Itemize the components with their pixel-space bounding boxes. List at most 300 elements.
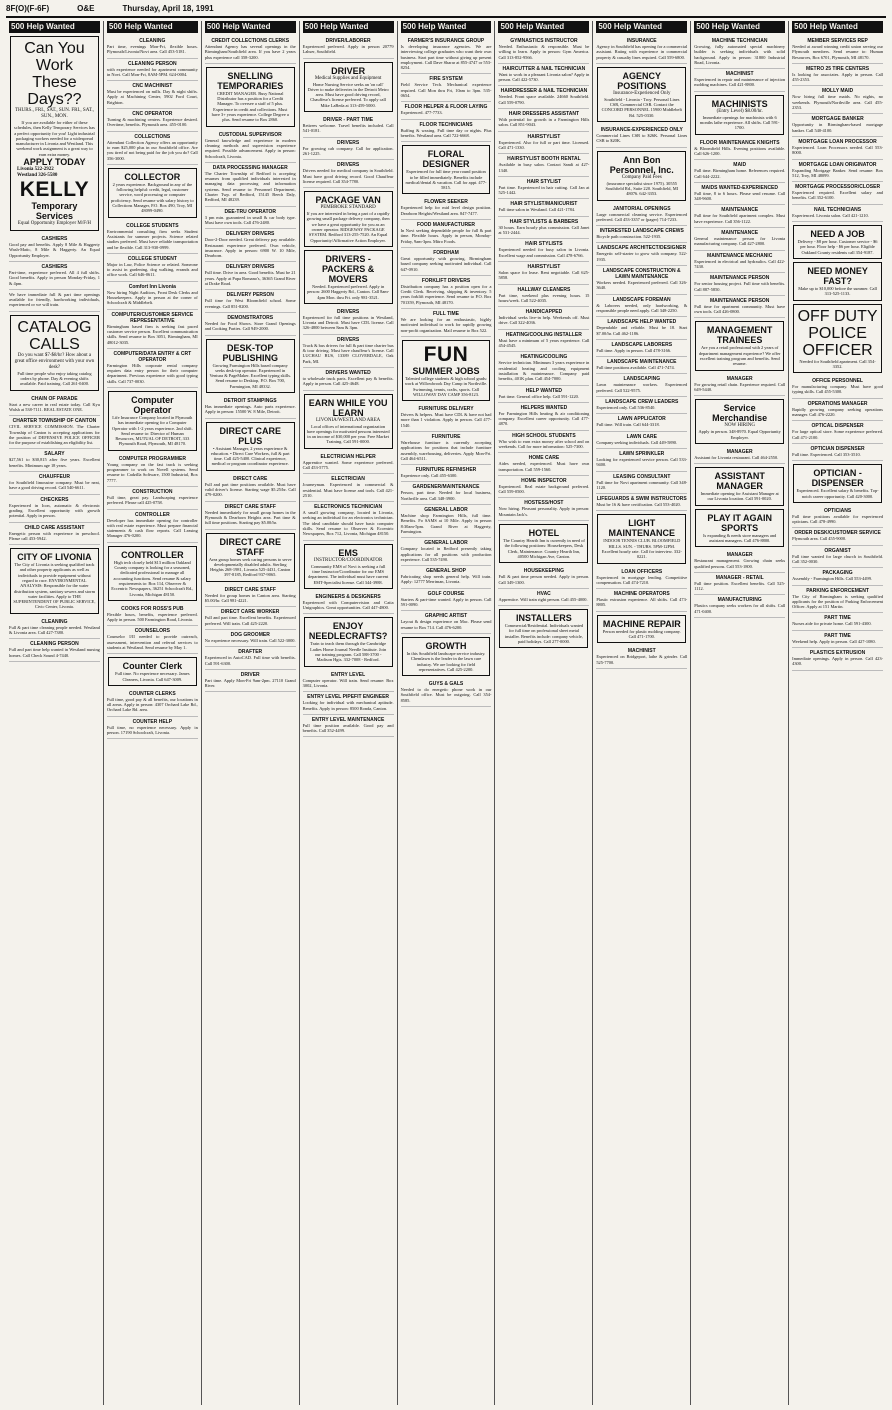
ad-body: Door-2-Door needed. Great delivery pay available. Restaurant experience preferred. Own vehicle, insurance. Apply in person: 6900 W. 10 Mile, Dearborn. xyxy=(204,237,296,259)
display-ad xyxy=(499,609,588,648)
classified-ad xyxy=(205,474,296,502)
ad-body: Energetic self-starter to grow with company. 522-1935. xyxy=(596,251,688,262)
ad-body: Home Nursing Service seeks an 'on call' Driver to make deliveries in the Detroit Metro area. Must have good driving record, Chauffeur's license preferred. To apply call Mike LaBeda at 313-459-5000. xyxy=(307,81,389,108)
ad-body: Part time. Apply Mon-Fri 9am-2pm. 27110 Grand River. xyxy=(204,677,296,689)
display-ad xyxy=(695,467,784,506)
column-heading: 500 Help Wanted xyxy=(498,21,589,33)
classified-ad xyxy=(596,589,687,612)
ad-title: HAIRDRESSER & NAIL TECHNICIAN xyxy=(500,88,588,95)
ad-body: for Southfield limousine company. Must be neat, have a good driving record. Call 540-6611. xyxy=(9,480,100,491)
classified-ad xyxy=(401,432,492,465)
ad-title: FOOD MANUFACTURER xyxy=(416,222,476,229)
classified-ad xyxy=(9,617,100,640)
ad-body: The Country Hearth Inn is currently in need of the following positions: Housekeepers, Desk Clerk, Maintenance. Country Hearth Inn, 40500 Michigan Ave, Canton. xyxy=(502,538,585,559)
classified-ad xyxy=(694,205,785,228)
classified-ad xyxy=(596,226,687,243)
ad-title: COUNTER CLERKS xyxy=(129,690,176,697)
ad-body: Full time. Birmingham home. References required. Call 644-2222. xyxy=(694,168,786,179)
ad-body: Field Service Tech. Mechanical experience required. Call Mon thru Fri, 10am to 3pm. 535-0654. xyxy=(400,82,492,99)
ad-title: ELECTRICIAN xyxy=(331,476,365,483)
ad-call-to-action: APPLY TODAY xyxy=(23,157,86,168)
classified-ad xyxy=(9,262,100,290)
ad-body: Has immediate openings. Auto parts experience. Apply in person: 15500 W. 8 Mile, Detroit. xyxy=(204,403,296,415)
classified-ad xyxy=(205,502,296,530)
classified-ad xyxy=(498,109,589,132)
ad-title: ENTRY LEVEL MAINTENANCE xyxy=(311,716,385,723)
ad-body: (insurance specialist since 1975). 30555 Southfield Rd., Suite 220. Southfield, MI 48076. 642-3353. xyxy=(605,180,679,197)
classified-ad xyxy=(401,74,492,102)
display-ad xyxy=(206,339,295,393)
classified-ad xyxy=(9,394,100,417)
ad-body: Service technician. Minimum 3 years experience in residential heating and cooling equipment installation & maintenance. Company paid benefits, 401K plan. Call 454-7000. xyxy=(498,360,590,382)
ad-body: Local offices of international organization have openings for motivated persons interested in an income of $30,000 per year. Free Market Training. Call 591-0000. xyxy=(306,423,390,445)
ad-body: Needed. Experienced preferred. Apply in person: 2600 Haggerty Rd., Canton. Call 8am-4pm Mon. thru Fri. only 981-3521. xyxy=(307,283,390,300)
company-logo: KELLY xyxy=(19,178,90,202)
ad-title: HANDICAPPED xyxy=(525,309,563,316)
classified-ad xyxy=(303,160,394,188)
ad-title: GENERAL LABOR xyxy=(424,540,468,547)
classified-ad xyxy=(303,36,394,59)
display-ad xyxy=(695,95,784,135)
ad-body: Experienced only. Call 536-8540. xyxy=(596,405,656,411)
classified-ad xyxy=(596,397,687,414)
ad-body: For Farmington Hills heating & air conditioning company. Excellent career opportunity. Call 477-4870. xyxy=(498,410,590,427)
company-logo: Services xyxy=(35,211,73,222)
ad-title: DRIVERS WANTED xyxy=(325,369,371,376)
ad-headline: AGENCY POSITIONS xyxy=(617,70,667,91)
classified-column xyxy=(592,21,690,1405)
ad-title: MACHINIST xyxy=(627,648,656,655)
ad-subhead: NOW HIRING xyxy=(724,423,755,429)
classified-ad xyxy=(792,64,883,87)
ad-body: Growing, fully automated special machinery builder is seeking individuals with solid background. Apply in person: 31800 Industrial Road, Livonia. xyxy=(694,44,786,65)
ad-body: 30 hours. Earn hourly plus commission. Call Janet at 531-2444. xyxy=(498,224,590,236)
page-number: 8F(O)(F-6F) xyxy=(6,4,50,13)
ad-body: Dependable and reliable. Must be 18. Start $7.00/hr. Call 462-1186. xyxy=(596,325,688,336)
ad-title: FORKLIFT DRIVERS xyxy=(421,277,471,284)
column-heading: 500 Help Wanted xyxy=(303,21,394,33)
classified-ad xyxy=(596,340,687,357)
classified-ad xyxy=(694,595,785,618)
classified-ad xyxy=(205,207,296,230)
ad-headline: Service Merchandise xyxy=(712,403,768,424)
ad-body: Needed to do energetic phone work in our Southfield office. Must be outgoing. Call 354-8585. xyxy=(400,687,492,703)
classified-ad xyxy=(792,648,883,671)
ad-body: Full time people who enjoy taking catalog orders by phone. Day & evening shifts available. Paid training. Call 261-0400. xyxy=(17,370,92,387)
ad-body: Immediate openings. Apply in person. Call 423-4300. xyxy=(792,656,884,667)
ad-title: GYMNASTICS INSTRUCTOR xyxy=(510,38,578,44)
ad-title: MEMBER SERVICES REP xyxy=(807,38,868,44)
classified-ad xyxy=(205,313,296,336)
display-ad xyxy=(793,262,882,301)
ad-body: Computer operator. Will train. Send resume: Box 3002, Livonia. xyxy=(302,677,394,688)
ad-title: FURNITURE xyxy=(431,433,461,440)
display-ad xyxy=(304,250,393,304)
classified-ad xyxy=(401,276,492,309)
ad-title: CUSTODIAL SUPERVISOR xyxy=(218,131,282,138)
ad-body: Weekend help. Apply in person. Call 427-1080. xyxy=(792,638,876,644)
ad-title: MAIDS WANTED-EXPERIENCED xyxy=(701,184,779,191)
ad-body: Assembly - Farmington Hills. Call 553-4499. xyxy=(792,576,873,582)
ad-title: OPTICAL DISPENSER xyxy=(811,423,864,430)
ad-body: Experienced in AutoCAD. Full time with benefits. Call 591-6300. xyxy=(204,655,296,666)
display-ad xyxy=(597,514,686,563)
ad-title: ENTRY LEVEL xyxy=(331,671,366,678)
ad-title: MAINTENANCE xyxy=(721,207,759,214)
ad-body: Good pay and benefits. Apply 8 Mile & Haggerty Wash-Matic, 8 Mile & Haggerty. An Equal Opportunity Employer. xyxy=(9,242,100,258)
display-ad xyxy=(304,62,393,112)
ad-body: Full time, 8 to 6 hours. Please send resume. Call 348-9600. xyxy=(694,190,786,202)
classified-ad xyxy=(401,566,492,589)
ad-title: COOKS FOR ROSS'S PUB xyxy=(121,605,184,612)
ad-title: OPTICIAN DISPENSER xyxy=(810,445,865,452)
ad-title: HOME CARE xyxy=(528,455,560,462)
ad-body: A small growing company, located in Livonia, seeking an individual for an electronics technician. The ideal candidate should have basic computer skills. Send resume to Observer & Eccentric Newspapers, Box 712, Livonia, Michigan 48150. xyxy=(302,510,394,537)
ad-body: Needed for Food Shows. Store Grand Openings and Cooking Parties. Call 949-2000. xyxy=(204,320,296,332)
classified-ad xyxy=(107,81,198,109)
display-ad xyxy=(597,67,686,122)
ad-title: CLEANING PERSON xyxy=(128,60,177,67)
display-ad xyxy=(304,191,393,247)
classified-ad xyxy=(303,307,394,335)
ad-body: Are you a retail professional with 2 years of department management experience? We offer excellent training program and benefits. Send resume. xyxy=(698,345,781,367)
ad-subhead: INSTRUCTOR/COORDINATOR xyxy=(313,557,383,563)
ad-title: COLLEGE STUDENT xyxy=(127,255,177,262)
classified-ad xyxy=(9,523,100,546)
ad-body: Company seeking individuals. Call 449-5890. xyxy=(596,439,678,445)
classified-ad xyxy=(498,199,589,216)
ad-body: Part time, evenings Mon-Fri, flexible hours. Plymouth/Livonia/Novi area. Call 453-5181. xyxy=(106,44,198,55)
ad-title: CHECKERS xyxy=(40,496,69,503)
classified-column xyxy=(201,21,299,1405)
classified-ad xyxy=(107,221,198,254)
classified-ad xyxy=(498,403,589,431)
classified-ad xyxy=(205,130,296,163)
ad-title: MANAGER xyxy=(726,448,753,455)
ad-body: Full time positions available for experienced opticians. Call 478-4990. xyxy=(792,513,884,525)
classified-ad xyxy=(596,374,687,397)
ad-body: Talented college students & high school grads: work at Willowbrook Day Camp in Northville. Swimming, tennis, crafts, sports. Call WILLOWAY DAY CAMP 356-8123. xyxy=(404,375,488,397)
ad-body: Full time salon in Westland. Call 421-1784. xyxy=(498,207,576,213)
ad-body: Full and part time help wanted in Westland nursing homes. Call Check Sound 4-7440. xyxy=(9,647,100,658)
ad-title: FLOOR MAINTENANCE KNIGHTS xyxy=(699,139,780,146)
classified-ad xyxy=(498,177,589,200)
ad-title: COUNTER HELP xyxy=(132,718,173,725)
ad-body: Area group homes seek caring persons to serve developmentally disabled adults. Sterling Heights 268-1981, Livonia 525-4431, Canton 397-8185, Redford 937-9065. xyxy=(208,556,292,578)
ad-body: Great opportunity with growing, Birmingham based company seeking motivated individual. Call 647-0910. xyxy=(400,255,492,272)
classified-ad xyxy=(792,36,883,64)
ad-body: If you are available for either of these schedules, then Kelly Temporary Services has a perfect opportunity for you! Light industrial packaging workers needed for a widespread manufacturer in Livonia and Westland. This weekend work assignment is a great way to earn extra money. xyxy=(14,120,95,157)
ad-title: MANAGER xyxy=(726,375,753,382)
ad-body: Drivers needed for medical company in Southfield. Must have good driving record. Good Chauffeur license required. Call 354-7780. xyxy=(302,168,394,184)
ad-body: Commercial Lines CSR to $26K. Personal Lines CSR to $20K. xyxy=(596,133,688,144)
ad-title: HIGH SCHOOL STUDENTS xyxy=(512,432,576,439)
classified-ad xyxy=(401,197,492,220)
ad-body: For large optical store. Some experience preferred. Call 471-2100. xyxy=(792,429,884,440)
classified-ad xyxy=(792,86,883,114)
ad-body: In Novi seeking dependable people for full & part time. Flexible hours. Apply in person, Monday-Friday, 9am-3pm. Mitro Foods. xyxy=(400,228,492,244)
ad-body: Needed at award winning credit union serving our Plymouth members. Send resume to: Human Resources, Box 6701, Plymouth, MI 48170. xyxy=(792,44,884,60)
ad-title: DRIVER/LABORER xyxy=(325,38,371,44)
ad-title: GENERAL SHOP xyxy=(426,568,466,575)
display-ad xyxy=(597,151,686,201)
ad-title: LIFEGUARDS & SWIM INSTRUCTORS xyxy=(596,496,687,503)
ad-subhead: Insurance-Experienced Only xyxy=(613,90,671,96)
column-heading: 500 Help Wanted xyxy=(596,21,687,33)
classified-ad xyxy=(401,120,492,143)
ad-body: For growing retail chain. Experience required. Call 649-5440. xyxy=(694,381,786,392)
classified-ad xyxy=(9,472,100,495)
classified-ad xyxy=(107,349,198,388)
ad-title: PARKING ENFORCEMENT xyxy=(806,587,869,594)
ad-title: CLEANING xyxy=(41,618,68,625)
ad-title: HALLWAY CLEANERS xyxy=(517,286,571,293)
classified-ad xyxy=(303,474,394,502)
ad-body: High tech closely held $13 million Oakland County company is looking for a seasoned, dedicated professional to manage all accounting functions. Send resume & salary requirements to: Box 114, Observer & Eccentric Newspapers, 36251 Schoolcraft Rd., Livonia, Michigan 48150. xyxy=(111,559,194,597)
classified-ad xyxy=(694,183,785,206)
ad-title: HELP WANTED xyxy=(525,387,563,394)
display-ad xyxy=(10,36,99,231)
ad-body: Attendant Agency has several openings in the Birmingham/Southfield area. If you have 2 years plus experience call 358-3200. xyxy=(204,44,296,60)
ad-title: MORTGAGE BANKER xyxy=(811,116,864,123)
ad-body: Distribution company has a position open for a Credit Clerk. Receiving, shipping & inventory. 5 years forklift experience. Send resume to P.O. Box 701359, Plymouth, MI 48170. xyxy=(400,283,492,305)
column-heading: 500 Help Wanted xyxy=(401,21,492,33)
ad-headline: OPTICIAN - DISPENSER xyxy=(811,468,864,489)
ad-body: Person needed for plastic molding company. Call 471-1700. xyxy=(602,628,681,640)
display-ad xyxy=(695,509,784,548)
ad-body: Part time. Experienced in hair cutting. Call Jan at 525-1442. xyxy=(498,184,590,196)
classified-ad xyxy=(107,689,198,717)
ad-body: Make up to $10,000 before the summer. Call 313-525-1133. xyxy=(798,285,877,297)
classified-ad xyxy=(596,414,687,431)
ad-headline: Ann Bon Personnel, Inc. xyxy=(609,154,674,175)
classified-column xyxy=(299,21,397,1405)
classified-ad xyxy=(792,399,883,422)
ad-subhead: THURS., FRI., SAT., SUN. FRI., SAT., SUN., MON. xyxy=(14,108,94,119)
ad-body: Restaurant management. Growing chain seeks qualified persons. Call 553-1800. xyxy=(694,558,786,569)
classified-ad xyxy=(694,374,785,397)
classified-column xyxy=(690,21,788,1405)
classified-column xyxy=(397,21,495,1405)
ad-title: DRIVERS xyxy=(337,162,360,169)
ad-body: Start a new career in real estate today. Call Kyu Walsh at 538-7111. REAL ESTATE ONE. xyxy=(9,401,100,412)
ad-body: Experienced on Bridgeport, lathe & grinder. Call 525-7700. xyxy=(596,654,688,665)
classified-ad xyxy=(498,386,589,403)
ad-body: Experienced. Livonia salon. Call 421-1210. xyxy=(792,212,869,218)
ad-body: Experienced in electrical and hydraulics. Call 422-7430. xyxy=(694,258,786,269)
ad-body: Journeyman. Experienced in commercial & residential. Must have license and tools. Call 421-2510. xyxy=(302,482,394,498)
classified-ad xyxy=(9,290,100,312)
ad-title: OPERATIONS MANAGER xyxy=(807,400,868,407)
ad-body: Now hiring. Pleasant personality. Apply in person: Mountain Jack's. xyxy=(498,506,590,517)
ad-headline: SNELLING TEMPORARIES xyxy=(217,70,284,91)
ad-body: In this Southfield landscape service industry. Chemlawn is the leader in the lawn care industry. We are looking for field representatives. Call 425-2200. xyxy=(406,650,486,672)
ad-body: Apprentice wanted. Some experience preferred. Call 453-5775. xyxy=(302,459,394,470)
ad-body: $27,561 to $30,815 after five years. Excellent benefits. Minimum age 18 years. xyxy=(9,457,100,468)
display-ad xyxy=(10,315,99,391)
classified-ad xyxy=(303,368,394,391)
ad-title: COMPUTER/CUSTOMER SERVICE REPRESENTATIVE xyxy=(111,311,194,324)
ad-body: & Bloomfield Hills. Evening positions available. Call 626-1200. xyxy=(694,145,786,156)
ad-title: CLEANING PERSON xyxy=(30,641,79,648)
ad-title: DRIVER - PART TIME xyxy=(323,117,374,124)
ad-title: HAIR STYLIST/MANICURIST xyxy=(510,201,578,208)
column-heading: 500 Help Wanted xyxy=(9,21,100,33)
classified-ad xyxy=(303,715,394,738)
classified-ad xyxy=(401,505,492,538)
classified-ad xyxy=(401,404,492,432)
display-ad xyxy=(695,399,784,444)
display-ad xyxy=(793,464,882,503)
ad-title: MANAGER - RETAIL xyxy=(715,574,764,581)
ad-title: MANAGER xyxy=(726,552,753,559)
ad-subhead: PEMBROKE STANDARD xyxy=(320,205,376,211)
ad-body: Full time wanted for large church in Southfield. Call 352-0030. xyxy=(792,553,884,564)
ad-title: ELECTRICIAN HELPER xyxy=(320,453,376,460)
ad-body: With potential for growth in a Farmington Hills salon. Call 851-9043. xyxy=(498,117,590,128)
ad-body: Major in Law, Police Science or related. Someone to assist in gardening, dog walking, errands and office work. Call 646-0611. xyxy=(106,261,198,278)
ad-body: Plymouth area. Call 455-9000. xyxy=(792,536,847,542)
classified-ad xyxy=(303,452,394,475)
ad-body: Individual seeks live-in help. Weekends off. Must drive. Call 322-4036. xyxy=(498,315,590,326)
ad-headline: CITY OF LIVONIA xyxy=(17,552,92,563)
ad-headline: PACKAGE VAN xyxy=(315,195,381,206)
ad-body: Full time, no experience necessary. Apply in person. 17190 Schoolcraft, Livonia. xyxy=(106,724,198,736)
ad-title: COLLECTIONS xyxy=(134,133,171,140)
ad-title: MACHINE OPERATORS xyxy=(613,591,670,598)
ad-body: Full time position. Excellent benefits. Call 525-1112. xyxy=(694,580,786,592)
classified-ad xyxy=(792,506,883,529)
classified-ad xyxy=(107,282,198,310)
ad-title: HAIRSTYLIST xyxy=(527,263,561,270)
ad-title: LANDSCAPING xyxy=(623,376,661,383)
classified-ad xyxy=(205,647,296,670)
classified-ad xyxy=(694,36,785,69)
ad-title: CASHIERS xyxy=(41,236,68,243)
ad-body: INDOOR TENNIS CLUB. BLOOMFIELD HILLS. SUN. - THURS. 5PM-12PM. Excellent hourly rate. Call for interview. 332-0221. xyxy=(601,538,682,560)
ad-headline: NEED MONEY FAST? xyxy=(807,265,868,286)
classified-ad xyxy=(596,243,687,266)
classified-ad xyxy=(694,447,785,464)
display-ad xyxy=(402,145,491,194)
classified-ad xyxy=(498,431,589,454)
ad-headline: DIRECT CARE PLUS xyxy=(219,425,281,446)
classified-ad xyxy=(401,589,492,612)
ad-body: Full time, great pay. Landscaping experience preferred. Please call 425-0758. xyxy=(106,494,198,506)
ad-body: CREDIT MANAGER. Busy National Distributor has a position for a Credit Manager. To oversee a staff of 5 plus. Experience in credit and collections. Must have 3+ years experience. College Degree a plus. Send resume to Box 2860. xyxy=(211,90,289,123)
ad-body: Full time position available. Good pay and benefits. Call 352-4499. xyxy=(302,722,394,734)
ad-title: HAIR DRESSERS ASSISTANT xyxy=(508,111,580,118)
ad-title: HAIR STYLIST xyxy=(526,178,561,185)
columns-container xyxy=(6,21,886,1405)
ad-body: Who wish to earn extra money after school and on weekends. Call for more information: 525-7300. xyxy=(498,438,590,449)
ad-body: No experience necessary. Will train. Call 522-3000. xyxy=(204,637,296,643)
classified-ad xyxy=(303,115,394,138)
ad-body: Farmington Hills corporate rental company requires data entry person for their computer department. Previous experience with good typing skills. Call 737-0030. xyxy=(106,362,198,384)
ad-body: The Charter Township of Redford is accepting resumes from qualified individuals interested in managing data processing and information systems. Send resume to: Personnel Department, Charter Twp. of Redford, 15145 Beech Daly, Redford, MI 48239. xyxy=(204,170,296,203)
ad-headline: Work xyxy=(35,57,73,74)
classified-ad xyxy=(792,421,883,444)
ad-title: PLASTICS EXTRUSION xyxy=(809,650,866,657)
ad-title: LANDSCAPE FOREMAN xyxy=(612,296,671,303)
ad-title: DIRECT CARE xyxy=(233,475,268,482)
classified-ad xyxy=(792,444,883,461)
ad-headline: PLAY IT AGAIN SPORTS xyxy=(707,512,773,533)
ad-subhead: (Entry Level) $8.00/hr. xyxy=(716,108,763,114)
ad-body: Turning & machining centers. Experience desired. Overtime, benefits. Plymouth area. 455-0100. xyxy=(106,117,198,128)
ad-title: MAINTENANCE MECHANIC xyxy=(707,252,773,259)
classified-ad xyxy=(205,630,296,647)
ad-body: For manufacturing company. Must have good typing skills. Call 455-5300. xyxy=(792,384,884,395)
ad-body: For growing cab company. Call for application. 261-1225. xyxy=(302,145,394,156)
ad-body: Workers needed. Experienced preferred. Call 326-3640. xyxy=(596,280,688,291)
ad-title: FULL TIME xyxy=(433,311,460,318)
ad-title: CASHIERS xyxy=(41,263,68,270)
ad-title: LANDSCAPE MAINTENANCE xyxy=(607,359,677,366)
ad-title: MAINTENANCE PERSON xyxy=(709,297,770,304)
classified-ad xyxy=(596,317,687,340)
ad-body: Truck & bus drivers for full & part time charter bus & tour driving. Must have chauffeur's license. Call LUCHAU BUS, 13389 CLOVERDALE, Oak Park, MI. xyxy=(302,342,394,364)
classified-ad xyxy=(694,296,785,319)
ad-title: COLLEGE STUDENTS xyxy=(126,222,179,229)
ad-body: Drivers & helpers. Must have CDL & have not had more than 1 violation. Apply in person. Call 477-1540. xyxy=(400,412,492,428)
ad-body: Salon space for lease. Rent negotiable. Call 625-5858. xyxy=(498,269,590,281)
classified-ad xyxy=(205,36,296,64)
ad-title: NAIL TECHNICIANS xyxy=(814,206,862,213)
ad-headline: FUN xyxy=(423,342,469,366)
ad-body: Birmingham based firm is seeking fast paced customer service person. Excellent communication skills. Send resume to Box 3051, Birmingham, MI 48012-3035. xyxy=(106,323,198,345)
ad-title: MORTGAGE LOAN ORIGINATOR xyxy=(798,161,877,168)
classified-ad xyxy=(401,220,492,248)
ad-body: General maintenance person for Livonia manufacturing company. Call 427-2800. xyxy=(694,236,786,247)
ad-title: ENTRY LEVEL PIPEFIT ENGINEER xyxy=(307,694,390,701)
classified-ad xyxy=(498,476,589,499)
ad-body: Full time for apartment community. Must have own tools. Call 426-0800. xyxy=(694,303,786,315)
classified-ad xyxy=(107,254,198,282)
ad-title: DRAFTER xyxy=(238,649,263,656)
classified-ad xyxy=(303,670,394,693)
classified-ad xyxy=(694,160,785,183)
ad-body: Retirees welcome. Travel benefits included. Call 541-0181. xyxy=(302,123,394,134)
classified-ad xyxy=(498,262,589,285)
ad-body: Full time. Drive in area. Good benefits. Must be 21 years. Apply at Papa Romano's, 36365 Grand River at Drake Road. xyxy=(204,270,296,287)
display-ad xyxy=(793,304,882,374)
classified-ad xyxy=(498,132,589,155)
ad-body: Machine shop Farmington Hills, full time. Benefits. Fo SAMS at 10 Mile. Apply in person 8:30am-5pm. Grand River at Haggerty, Farmington. xyxy=(400,513,492,534)
classified-ad xyxy=(792,528,883,545)
classified-ad xyxy=(498,285,589,308)
classified-ad xyxy=(792,182,883,205)
ad-phone: Westland 326-5580 xyxy=(17,173,58,179)
ad-body: Must have a minimum of 5 years experience. Call 454-4545. xyxy=(498,337,590,349)
ad-body: Warehouse furniture is currently accepting applications for positions that include furniture assembly, warehousing, deliveries. Apply Mon-Fri. Call 464-6511. xyxy=(400,439,492,461)
display-ad xyxy=(108,391,197,451)
ad-body: Developer has immediate opening for controller with real estate experience. Must prepare financial statements & cash flow reports. Call Leasing Manager 476-0200. xyxy=(106,517,198,539)
ad-body: Needed for Southfield apartment. Call 354-3352. xyxy=(799,358,876,369)
ad-headline: Can You xyxy=(24,40,85,57)
ad-title: CHAIN OF PARADE xyxy=(31,395,78,402)
ad-body: Opportunity in Birmingham-based mortgage banker. Call 540-4100. xyxy=(792,122,884,133)
ad-body: Experienced help for mid level design position. Dearborn Heights/Westland area. 847-7477. xyxy=(400,205,492,216)
ad-headline: These Days?? xyxy=(27,74,82,108)
ad-subhead: LIVONIA/WESTLAND AREA xyxy=(315,417,381,423)
ad-title: DIRECT CARE WORKER xyxy=(221,609,280,616)
display-ad xyxy=(597,615,686,644)
classified-ad xyxy=(792,160,883,183)
classified-ad xyxy=(694,69,785,92)
ad-headline: EMS xyxy=(338,547,358,558)
ad-title: GUYS & GALS xyxy=(428,681,464,688)
